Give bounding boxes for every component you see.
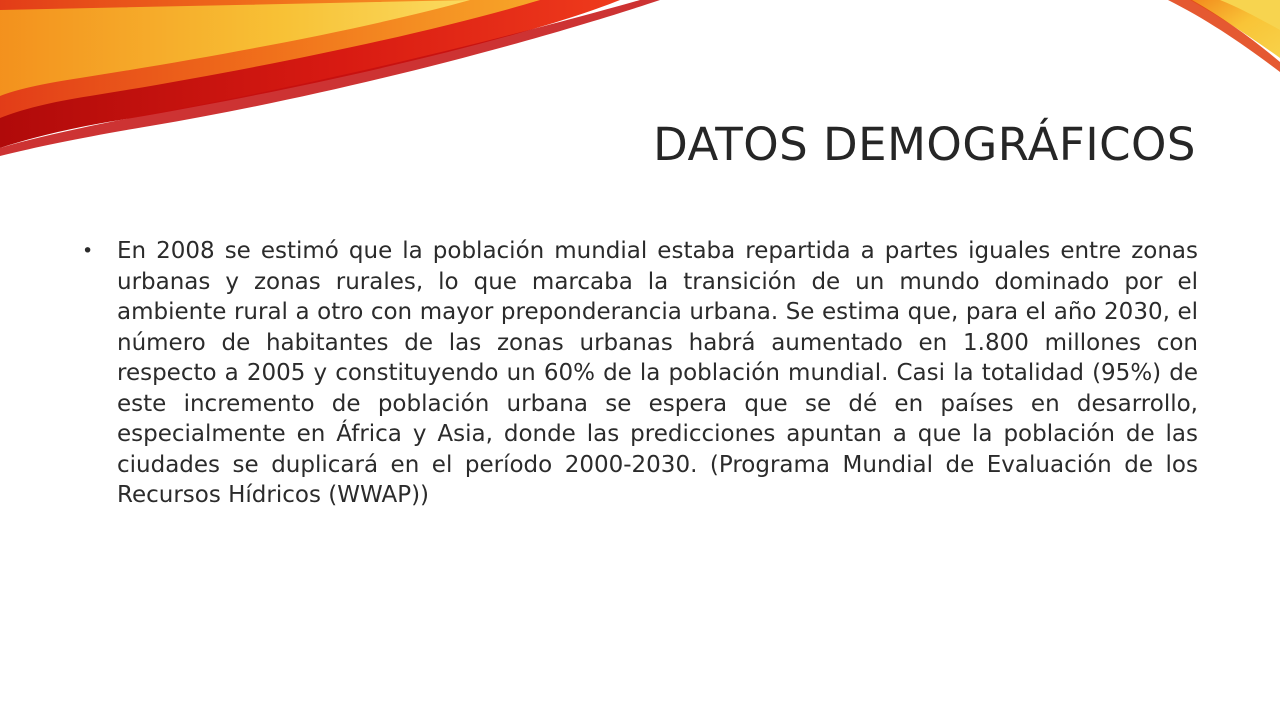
- slide-content: [82, 236, 1198, 511]
- bullet-text: En 2008 se estimó que la población mundial estaba repartida a partes iguales entre zonas urbanas y zonas rurales, lo que marcaba la transición de un mundo dominado por el ambiente rural a otro con mayor preponderancia urbana. Se estima que, para el año 2030, el número de habitantes de las zonas urbanas habrá aumentado en 1.800 millones con respecto a 2005 y constituyendo un 60% de la población mundial. Casi la totalidad (95%) de este incremento de población urbana se espera que se dé en países en desarrollo, especialmente en África y Asia, donde las predicciones apuntan a que la población de las ciudades se duplicará en el período 2000-2030. (Programa Mundial de Evaluación de los Recursos Hídricos (WWAP)): [117, 238, 1198, 508]
- slide-title: DATOS DEMOGRÁFICOS: [653, 118, 1196, 171]
- bullet-marker: •: [82, 240, 94, 262]
- bullet-item: [82, 236, 1198, 511]
